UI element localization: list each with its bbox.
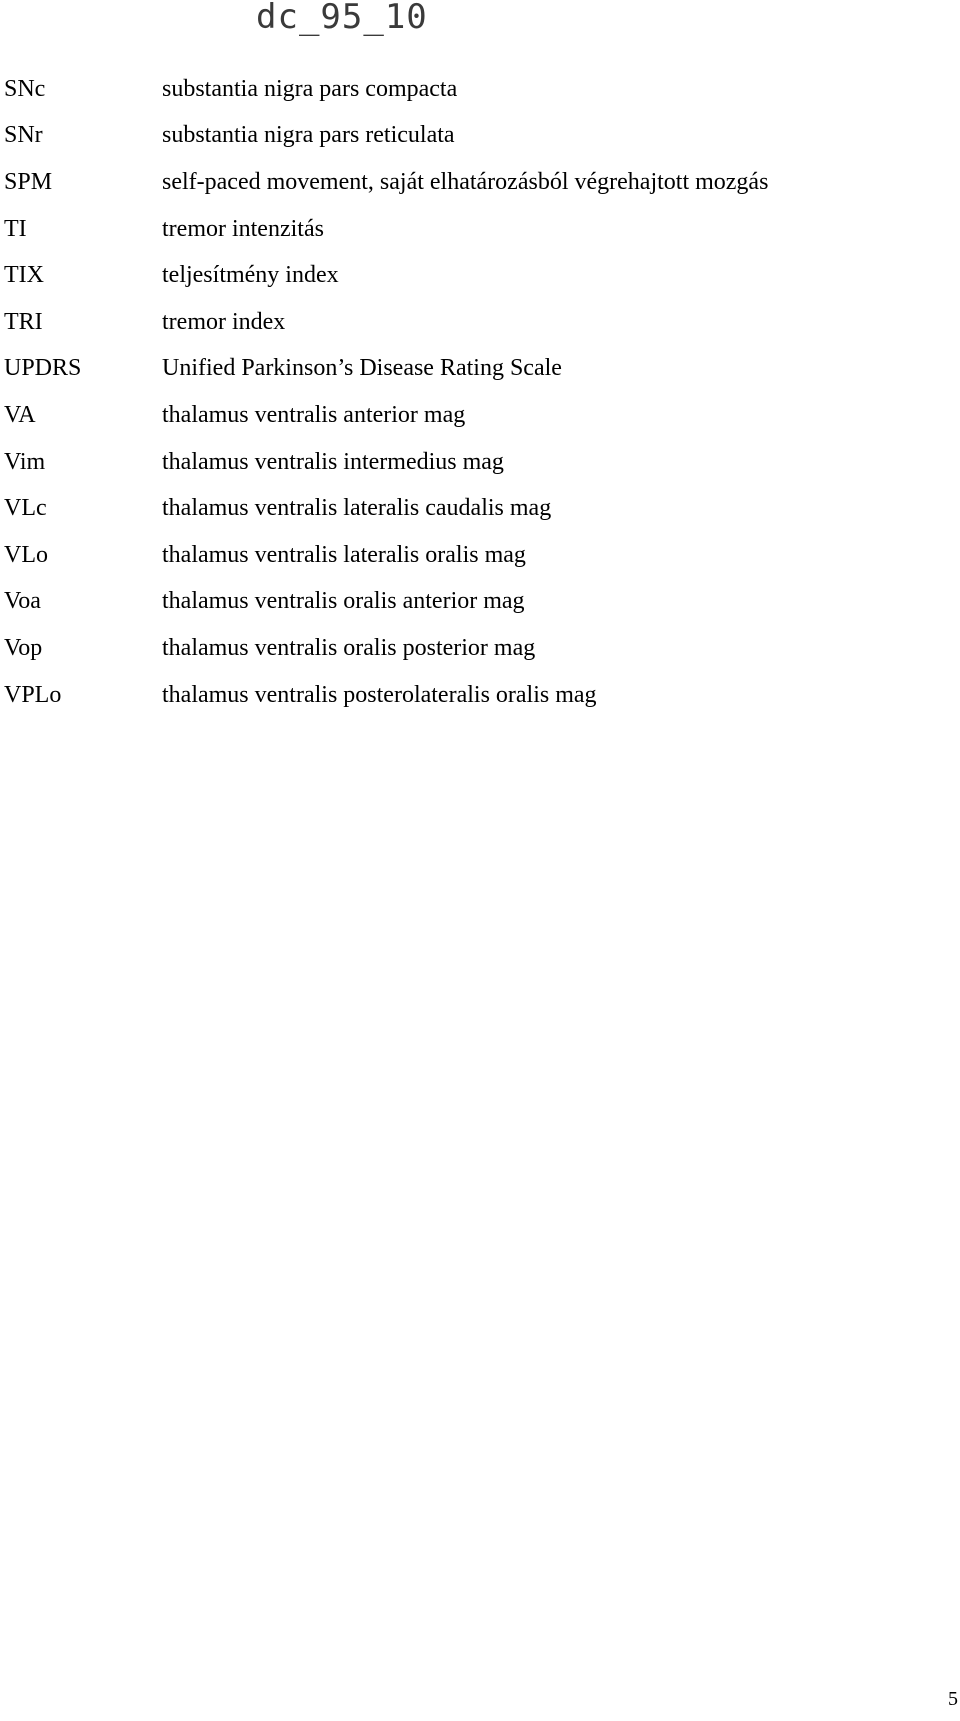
abbreviation-definition: thalamus ventralis posterolateralis oralis mag <box>162 681 597 708</box>
page-number: 5 <box>948 1688 958 1710</box>
abbreviation-row <box>4 392 944 439</box>
abbreviation-row <box>4 113 944 160</box>
abbreviation-definition: self-paced movement, saját elhatározásból végrehajtott mozgás <box>162 168 769 195</box>
abbreviation-definition: thalamus ventralis lateralis caudalis mag <box>162 495 552 522</box>
abbreviation-row <box>4 625 944 672</box>
abbreviation-term: SPM <box>4 168 53 195</box>
abbreviation-row <box>4 299 944 346</box>
abbreviation-term: SNr <box>4 122 43 149</box>
abbreviation-list <box>4 66 944 718</box>
abbreviation-term: VLo <box>4 541 48 568</box>
abbreviation-definition: thalamus ventralis oralis posterior mag <box>162 634 536 661</box>
abbreviation-row <box>4 66 944 113</box>
abbreviation-row <box>4 346 944 393</box>
abbreviation-row <box>4 159 944 206</box>
abbreviation-term: TIX <box>4 262 44 289</box>
abbreviation-term: Voa <box>4 588 41 615</box>
abbreviation-definition: thalamus ventralis lateralis oralis mag <box>162 541 526 568</box>
abbreviation-definition: Unified Parkinson’s Disease Rating Scale <box>162 355 562 382</box>
abbreviation-term: TI <box>4 215 27 242</box>
abbreviation-term: Vim <box>4 448 46 475</box>
abbreviation-term: TRI <box>4 308 43 335</box>
abbreviation-definition: substantia nigra pars reticulata <box>162 122 455 149</box>
abbreviation-row <box>4 206 944 253</box>
document-id: dc_95_10 <box>256 0 428 37</box>
abbreviation-row <box>4 439 944 486</box>
abbreviation-term: SNc <box>4 75 46 102</box>
abbreviation-term: Vop <box>4 634 43 661</box>
abbreviation-row <box>4 672 944 719</box>
abbreviation-definition: teljesítmény index <box>162 262 339 289</box>
abbreviation-term: VA <box>4 401 36 428</box>
abbreviation-definition: substantia nigra pars compacta <box>162 75 458 102</box>
abbreviation-row <box>4 579 944 626</box>
abbreviation-definition: tremor index <box>162 308 286 335</box>
abbreviation-term: VPLo <box>4 681 62 708</box>
abbreviation-definition: thalamus ventralis oralis anterior mag <box>162 588 525 615</box>
abbreviation-row <box>4 485 944 532</box>
abbreviation-term: VLc <box>4 495 47 522</box>
abbreviation-definition: thalamus ventralis intermedius mag <box>162 448 504 475</box>
abbreviation-row <box>4 532 944 579</box>
abbreviation-definition: tremor intenzitás <box>162 215 324 242</box>
abbreviation-term: UPDRS <box>4 355 82 382</box>
abbreviation-definition: thalamus ventralis anterior mag <box>162 401 466 428</box>
abbreviation-row <box>4 252 944 299</box>
